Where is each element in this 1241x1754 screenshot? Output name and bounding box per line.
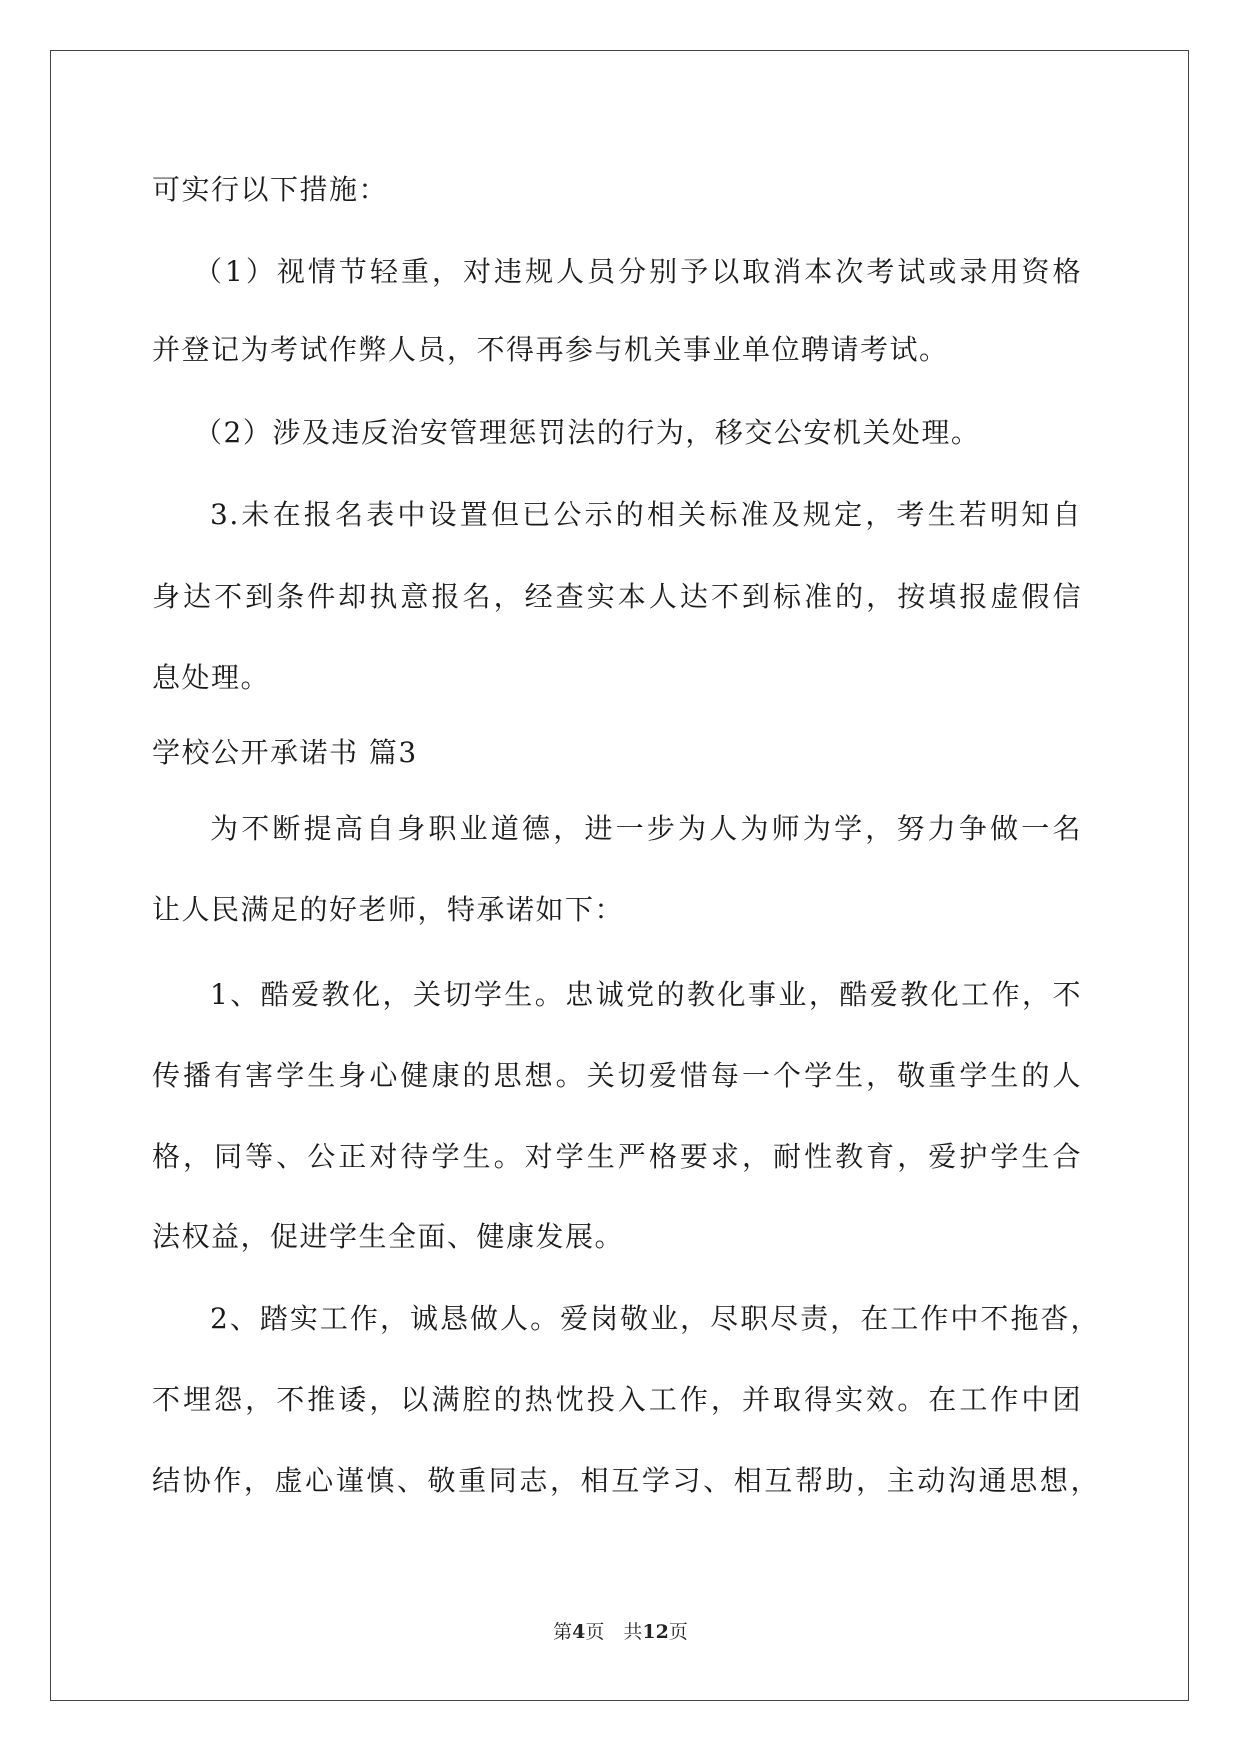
- text-line: 并登记为考试作弊人员，不得再参与机关事业单位聘请考试。: [152, 333, 949, 366]
- page-footer: [0, 1620, 1241, 1644]
- text-line: 法权益，促进学生全面、健康发展。: [152, 1220, 625, 1253]
- text-line: 2、踏实工作，诚恳做人。爱岗敬业，尽职尽责，在工作中不拖沓，: [210, 1302, 1100, 1335]
- text-line: 让人民满足的好老师，特承诺如下：: [152, 893, 625, 926]
- text-line: 1、酷爱教化，关切学生。忠诚党的教化事业，酷爱教化工作，不: [210, 978, 1082, 1011]
- text-line: 身达不到条件却执意报名，经查实本人达不到标准的，按填报虚假信: [152, 580, 1082, 613]
- footer-middle: 页 共: [585, 1621, 643, 1643]
- current-page-number: 4: [572, 1621, 586, 1643]
- text-line: 格，同等、公正对待学生。对学生严格要求，耐性教育，爱护学生合: [152, 1140, 1082, 1173]
- total-page-number: 12: [642, 1621, 669, 1643]
- text-line: 息处理。: [152, 661, 271, 694]
- text-line: （1）视情节轻重，对违规人员分别予以取消本次考试或录用资格: [194, 255, 1082, 288]
- text-line: 3.未在报名表中设置但已公示的相关标准及规定，考生若明知自: [210, 498, 1082, 531]
- text-line: 不埋怨，不推诿，以满腔的热忱投入工作，并取得实效。在工作中团: [152, 1383, 1082, 1416]
- text-line: 结协作，虚心谨慎、敬重同志，相互学习、相互帮助，主动沟通思想，: [152, 1464, 1100, 1497]
- text-line: 传播有害学生身心健康的思想。关切爱惜每一个学生，敬重学生的人: [152, 1059, 1082, 1092]
- text-line: （2）涉及违反治安管理惩罚法的行为，移交公安机关处理。: [194, 416, 981, 449]
- page-frame: [50, 50, 1189, 1701]
- text-line: 为不断提高自身职业道德，进一步为人为师为学，努力争做一名: [210, 812, 1082, 845]
- footer-prefix: 第: [553, 1621, 573, 1643]
- text-line: 可实行以下措施：: [152, 173, 389, 206]
- footer-suffix: 页: [668, 1621, 688, 1643]
- section-heading: 学校公开承诺书 篇3: [152, 736, 418, 769]
